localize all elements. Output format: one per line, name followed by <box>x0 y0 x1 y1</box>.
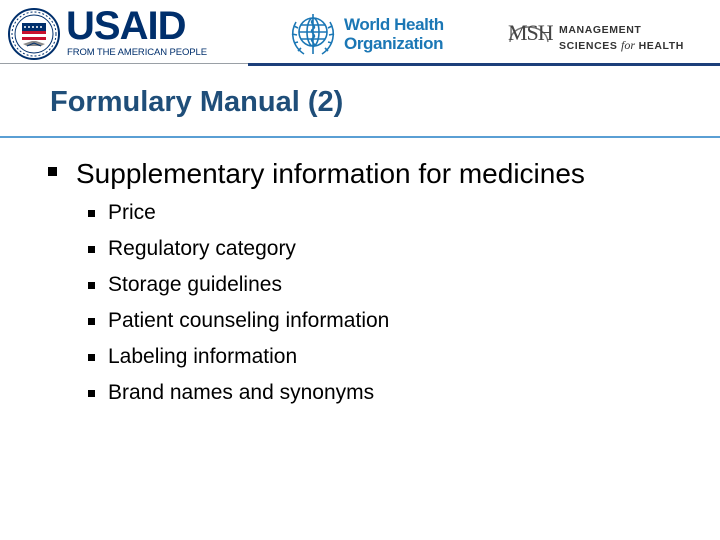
msh-logo <box>508 12 708 56</box>
bullet-marker <box>88 354 95 361</box>
usaid-wordmark: USAID <box>66 4 186 48</box>
usaid-seal-icon <box>8 8 60 60</box>
msh-name <box>559 23 684 54</box>
msh-name-for: for <box>621 38 636 52</box>
bullet-marker <box>88 318 95 325</box>
sub-bullet-text: Storage guidelines <box>108 273 282 296</box>
usaid-logo <box>0 6 250 64</box>
sub-bullet-text: Labeling information <box>108 345 298 368</box>
msh-name-line2 <box>559 38 684 54</box>
who-emblem-icon <box>286 8 340 60</box>
who-name-line2: Organization <box>344 34 444 53</box>
who-name <box>344 15 444 53</box>
header-accent-bar <box>248 63 720 66</box>
sub-bullet-text: Brand names and synonyms <box>108 381 375 404</box>
who-name-line1: World Health <box>344 15 444 34</box>
sub-bullet-text: Patient counseling information <box>108 309 390 332</box>
bullet-marker <box>88 246 95 253</box>
bullet-marker <box>88 282 95 289</box>
usaid-tagline: FROM THE AMERICAN PEOPLE <box>67 47 207 58</box>
sub-bullet-text: Price <box>108 201 156 224</box>
main-bullet-text: Supplementary information for medicines <box>76 158 585 189</box>
who-logo <box>286 8 456 60</box>
bullet-marker <box>88 390 95 397</box>
sub-bullet-text: Regulatory category <box>108 237 296 260</box>
msh-name-health: HEALTH <box>638 40 684 52</box>
bullet-marker <box>88 210 95 217</box>
title-divider <box>0 136 720 138</box>
msh-mark: MSH <box>508 20 553 45</box>
bullet-marker <box>48 167 57 176</box>
slide-title: Formulary Manual (2) <box>50 86 344 118</box>
msh-name-line1: MANAGEMENT <box>559 24 642 36</box>
msh-name-sciences: SCIENCES <box>559 40 618 52</box>
